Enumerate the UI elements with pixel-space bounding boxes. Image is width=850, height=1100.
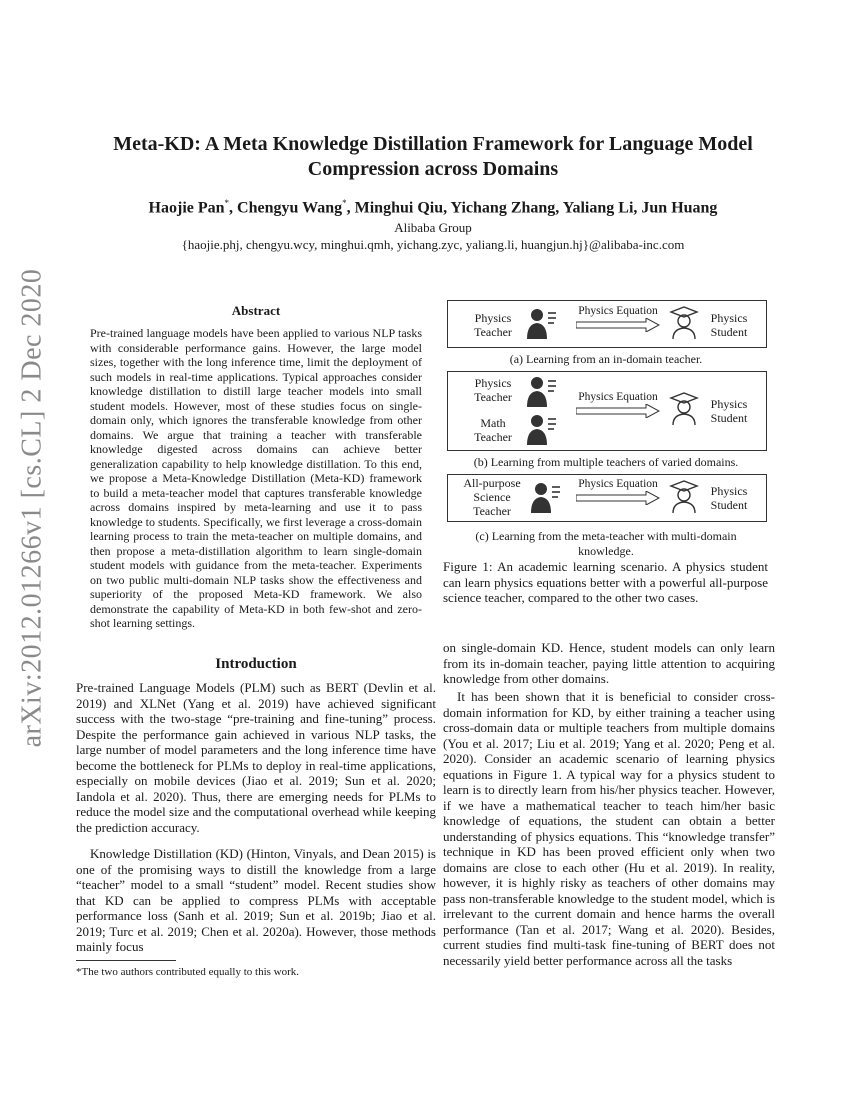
author-5: Yaliang Li — [562, 199, 634, 217]
author-2-mark: * — [342, 198, 347, 208]
panel-c-teacher: All-purpose Science Teacher — [463, 476, 521, 518]
panel-a-teacher: Physics Teacher — [474, 311, 512, 339]
affiliation: Alibaba Group — [394, 220, 472, 235]
author-1: Haojie Pan — [148, 199, 225, 217]
author-list: Haojie Pan*, Chengyu Wang*, Minghui Qiu, Yichang Zhang, Yaliang Li, Jun Huang — [148, 198, 718, 217]
author-1-mark: * — [224, 198, 230, 208]
author-6: Jun Huang — [641, 199, 718, 217]
intro-paragraph-1: Pre-trained Language Models (PLM) such as BERT (Devlin et al. 2019) and XLNet (Yang et al. 2019) have achieved significant success with the two-stage “pre-training and fine-tuning” process. Despite the performance gain achieved in various NLP tasks, the large number of model parameters and the long inference time have become the bottleneck for PLMs to deploy in real-time applications, especially on mobile devices (Jiao et al. 2019; Sun et al. 2020; Iandola et al. 2020). Thus, there are emerging needs for PLMs to reduce the model size and the computational overhead while keeping the prediction accuracy. — [76, 680, 436, 835]
affiliation-block — [100, 219, 766, 253]
footnote: *The two authors contributed equally to this work. — [76, 966, 300, 978]
right-paragraph-2: It has been shown that it is beneficial to consider cross-domain information for KD, by either training a teacher using cross-domain data or multiple teachers from multiple domains (You et al. 2017; Liu et al. 2019; Yang et al. 2020; Peng et al. 2020). Consider an academic scenario of learning physics equations in Figure 1. A typical way for a physics student to learn is to directly learn from his/her physics teacher. However, if we have a mathematical teacher to teach him/her basic knowledge of equations, the student can obtain a better understanding of physics equations. This “knowledge transfer” technique in KD has been proved efficient only when two domains are close to each other (Hu et al. 2019). In reality, however, it is highly risky as teachers of other domains may pass non-transferable knowledge to the student model, which is irrelevant to the current domain and hence harms the overall performance (Tan et al. 2017; Wang et al. 2020). Besides, current studies find multi-task fine-tuning of BERT does not necessarily yield better performance across all the tasks — [443, 689, 775, 968]
panel-c-equation: Physics Equation — [578, 478, 658, 490]
panel-a-equation: Physics Equation — [578, 305, 658, 317]
arrow-icon — [576, 404, 660, 418]
panel-b-teacher-1: Physics Teacher — [474, 376, 512, 404]
author-emails: {haojie.phj, chengyu.wcy, minghui.qmh, yichang.zyc, yaliang.li, huangjun.hj}@alibaba-inc.com — [181, 237, 685, 252]
student-icon — [667, 391, 701, 427]
author-3: Minghui Qiu — [354, 199, 444, 217]
student-icon — [667, 305, 701, 341]
footnote-rule — [76, 960, 176, 961]
arxiv-stamp — [2, 258, 62, 758]
teacher-icon — [522, 374, 558, 408]
introduction-heading: Introduction — [215, 656, 297, 672]
author-2: Chengyu Wang — [237, 199, 343, 217]
author-4: Yichang Zhang — [450, 199, 556, 217]
teacher-icon — [522, 306, 558, 340]
panel-a-student: Physics Student — [710, 311, 748, 339]
title-line-2: Compression across Domains — [307, 158, 559, 180]
arxiv-id: arXiv:2012.01266v1 [cs.CL] 2 Dec 2020 — [16, 268, 48, 748]
teacher-icon — [522, 412, 558, 446]
panel-b-equation: Physics Equation — [578, 391, 658, 403]
arrow-icon — [576, 491, 660, 505]
teacher-icon — [526, 480, 562, 514]
title-line-1: Meta-KD: A Meta Knowledge Distillation Framework for Language Model — [113, 133, 753, 155]
panel-b-student: Physics Student — [710, 397, 748, 425]
panel-b-caption: (b) Learning from multiple teachers of varied domains. — [473, 455, 739, 469]
right-paragraph-1: on single-domain KD. Hence, student models can only learn from its in-domain teacher, paying little attention to acquiring knowledge from other domains. — [443, 640, 775, 686]
panel-b-teacher-2: Math Teacher — [474, 416, 512, 444]
intro-paragraph-2: Knowledge Distillation (KD) (Hinton, Vinyals, and Dean 2015) is one of the promising ways to distill the knowledge from a large “teacher” model to a small “student” model. Recent studies show that KD can be applied to compress PLMs with acceptable performance loss (Sanh et al. 2019; Sun et al. 2019b; Jiao et al. 2019; Turc et al. 2019; Chen et al. 2020a). However, those methods mainly focus — [76, 846, 436, 954]
figure-caption: Figure 1: An academic learning scenario. A physics student can learn physics equations better with a powerful all-purpose science teacher, compared to the other two cases. — [443, 559, 768, 605]
abstract-heading: Abstract — [231, 303, 281, 318]
arrow-icon — [576, 318, 660, 332]
panel-c-student: Physics Student — [710, 484, 748, 512]
abstract-text: Pre-trained language models have been applied to various NLP tasks with considerable performance gains. However, the large model sizes, together with the long inference time, limit the deployment of such models in real-time applications. Typical approaches consider knowledge distillation to distill large teacher models into small student models. However, most of these studies focus on single-domain only, which ignores the transferable knowledge from other domains. We argue that training a teacher with transferable knowledge digested across domains can achieve better generalization capability to help knowledge distillation. To this end, we propose a Meta-Knowledge Distillation (Meta-KD) framework to build a meta-teacher model that captures transferable knowledge across domains inspired by meta-learning and use it to pass knowledge to students. Specifically, we first leverage a cross-domain learning process to train the meta-teacher on multiple domains, and then propose a meta-distillation algorithm to learn single-domain student models with guidance from the meta-teacher. Experiments on two public multi-domain NLP tasks show the effectiveness and superiority of the proposed Meta-KD framework. We also demonstrate the capability of Meta-KD in both few-shot and zero-shot learning settings. — [90, 326, 422, 630]
student-icon — [667, 479, 701, 515]
panel-c-caption: (c) Learning from the meta-teacher with multi-domain knowledge. — [475, 529, 737, 558]
panel-a-caption: (a) Learning from an in-domain teacher. — [509, 352, 703, 366]
paper-title — [100, 132, 766, 182]
